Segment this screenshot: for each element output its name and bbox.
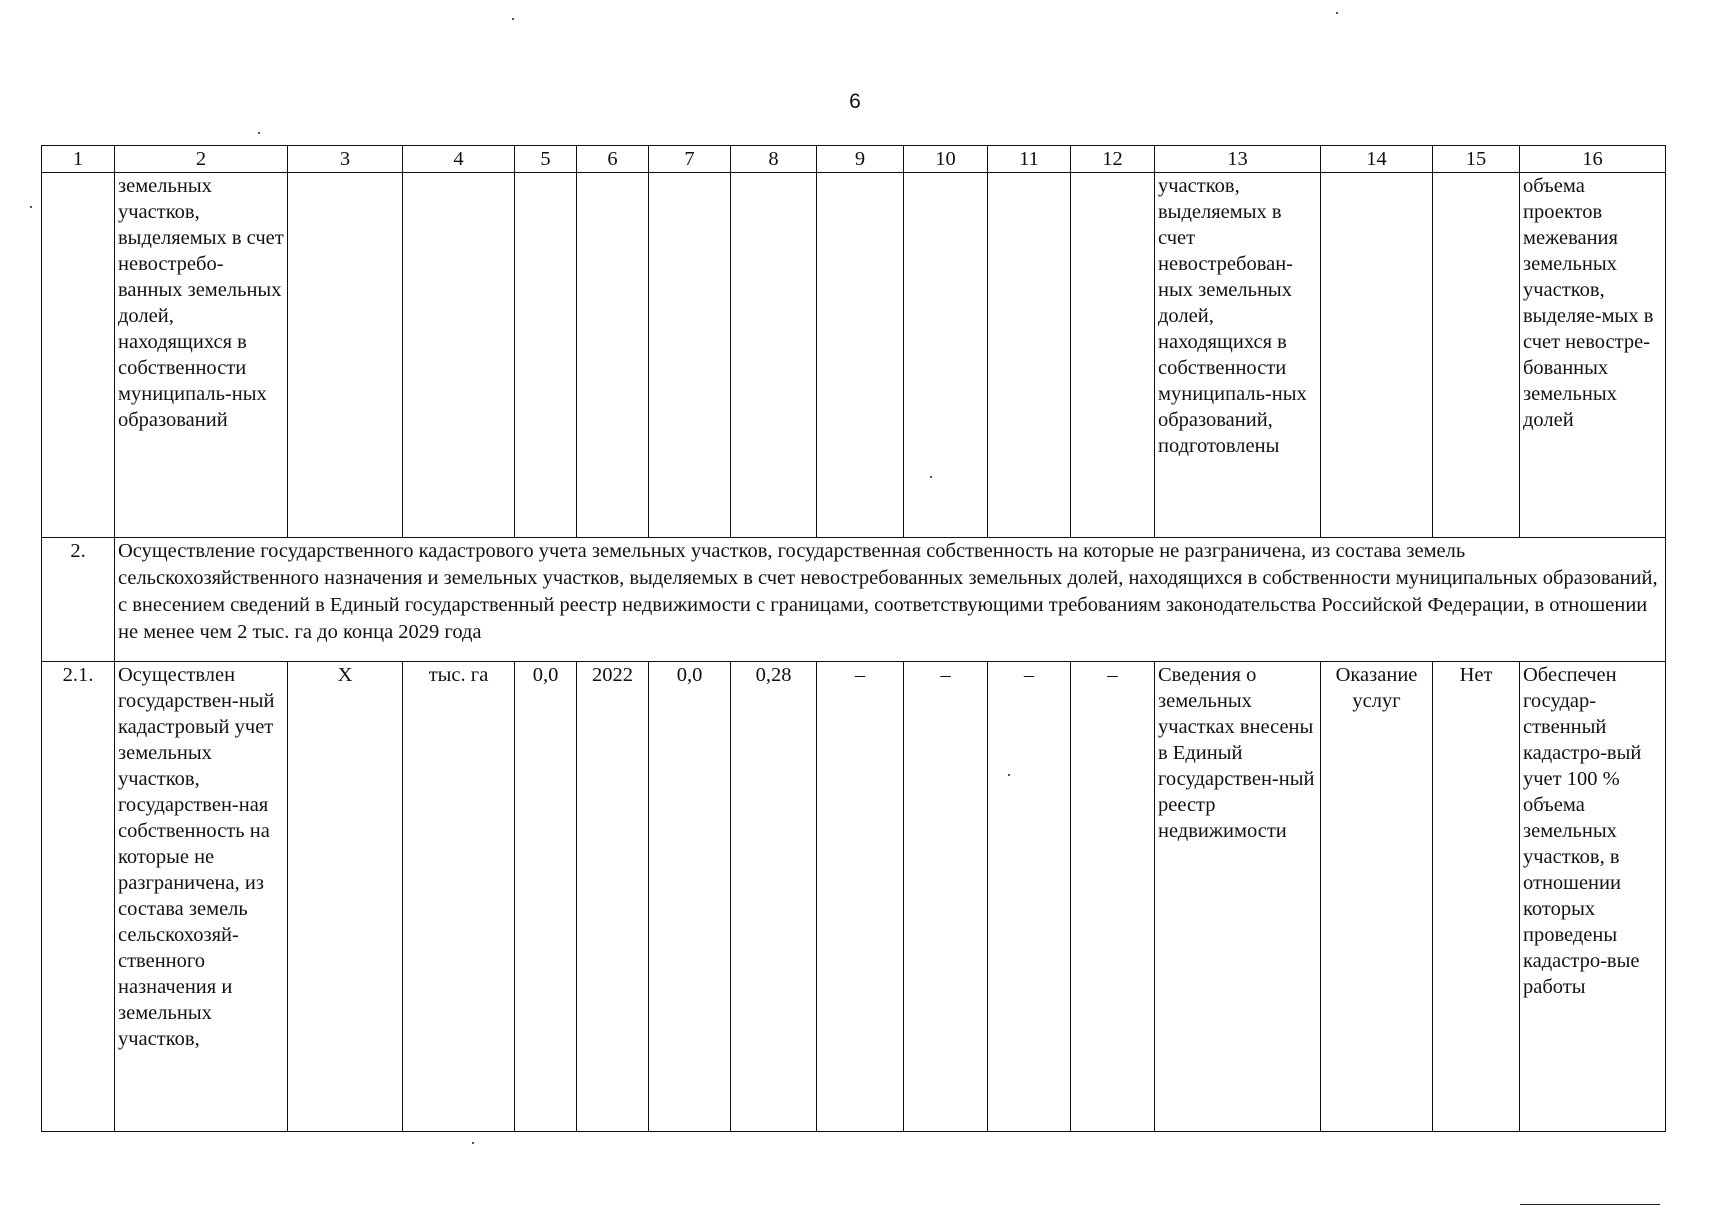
- table-cell: [731, 173, 817, 538]
- continuation-row: [42, 173, 1666, 538]
- column-number-cell: 12: [1071, 146, 1155, 173]
- table-cell: [403, 173, 515, 538]
- scan-speck: [472, 1142, 474, 1144]
- row-number-cell: 2.1.: [42, 662, 115, 1132]
- table-cell: 2022: [577, 662, 649, 1132]
- column-number-cell: 9: [817, 146, 904, 173]
- outcome-description-cell: Обеспечен государ-ственный кадастро-вый учет 100 % объема земельных участков, в отношении которых проведены кадастро-вые работы: [1520, 662, 1666, 1132]
- column-number-cell: 13: [1155, 146, 1321, 173]
- indicator-name-cell: земельных участков, выделяемых в счет невостребо-ванных земельных долей, находящихся в собственности муниципаль-ных образований: [115, 173, 288, 538]
- scan-speck: [1008, 774, 1010, 776]
- table-cell: –: [1071, 662, 1155, 1132]
- table-cell: –: [817, 662, 904, 1132]
- table-cell: [1321, 173, 1433, 538]
- table-cell: [42, 173, 115, 538]
- column-number-cell: 8: [731, 146, 817, 173]
- column-number-row: [42, 146, 1666, 173]
- column-number-cell: 1: [42, 146, 115, 173]
- table-cell: [649, 173, 731, 538]
- table-cell: [288, 173, 403, 538]
- outcome-description-cell: объема проектов межевания земельных участков, выделяе-мых в счет невостре-бованных земельных долей: [1520, 173, 1666, 538]
- table-cell: 0,28: [731, 662, 817, 1132]
- table-cell: Х: [288, 662, 403, 1132]
- table-cell: [817, 173, 904, 538]
- scan-speck: [930, 476, 932, 478]
- table-cell: [577, 173, 649, 538]
- result-description-cell: участков, выделяемых в счет невостребован-ных земельных долей, находящихся в собственности муниципаль-ных образований, подготовлены: [1155, 173, 1321, 538]
- section-number: 2.: [42, 538, 115, 662]
- table-cell: –: [988, 662, 1071, 1132]
- column-number-cell: 16: [1520, 146, 1666, 173]
- program-table: [41, 145, 1666, 1132]
- column-number-cell: 5: [515, 146, 577, 173]
- table-cell: [904, 173, 988, 538]
- scan-speck: [512, 18, 514, 20]
- section-row: [42, 538, 1666, 662]
- section-title: Осуществление государственного кадастрового учета земельных участков, государственная собственность на которые не разграничена, из состава земель сельскохозяйственного назначения и земельных участков, выделяемых в счет невостребованных земельных долей, находящихся в собственности муниципальных образований, с внесением сведений в Единый государственный реестр недвижимости с границами, соответствующими требованиям законодательства Российской Федерации, в отношении не менее чем 2 тыс. га до конца 2029 года: [115, 538, 1666, 662]
- column-number-cell: 11: [988, 146, 1071, 173]
- table-cell: [515, 173, 577, 538]
- scan-speck: [30, 206, 32, 208]
- table-cell: Оказание услуг: [1321, 662, 1433, 1132]
- scan-speck: [1336, 12, 1338, 14]
- column-number-cell: 15: [1433, 146, 1520, 173]
- table-cell: [988, 173, 1071, 538]
- column-number-cell: 2: [115, 146, 288, 173]
- column-number-cell: 6: [577, 146, 649, 173]
- scan-speck: [258, 132, 260, 134]
- unit-cell: тыс. га: [403, 662, 515, 1132]
- table-cell: [1071, 173, 1155, 538]
- column-number-cell: 14: [1321, 146, 1433, 173]
- column-number-cell: 3: [288, 146, 403, 173]
- table-cell: Нет: [1433, 662, 1520, 1132]
- table-cell: [1433, 173, 1520, 538]
- page-number: 6: [849, 90, 861, 113]
- indicator-name-cell: Осуществлен государствен-ный кадастровый учет земельных участков, государствен-ная собственность на которые не разграничена, из состава земель сельскохозяй-ственного назначения и земельных участков,: [115, 662, 288, 1132]
- table-row: [42, 662, 1666, 1132]
- column-number-cell: 4: [403, 146, 515, 173]
- table-cell: –: [904, 662, 988, 1132]
- result-description-cell: Сведения о земельных участках внесены в Единый государствен-ный реестр недвижимости: [1155, 662, 1321, 1132]
- table-cell: 0,0: [515, 662, 577, 1132]
- column-number-cell: 10: [904, 146, 988, 173]
- column-number-cell: 7: [649, 146, 731, 173]
- table-cell: 0,0: [649, 662, 731, 1132]
